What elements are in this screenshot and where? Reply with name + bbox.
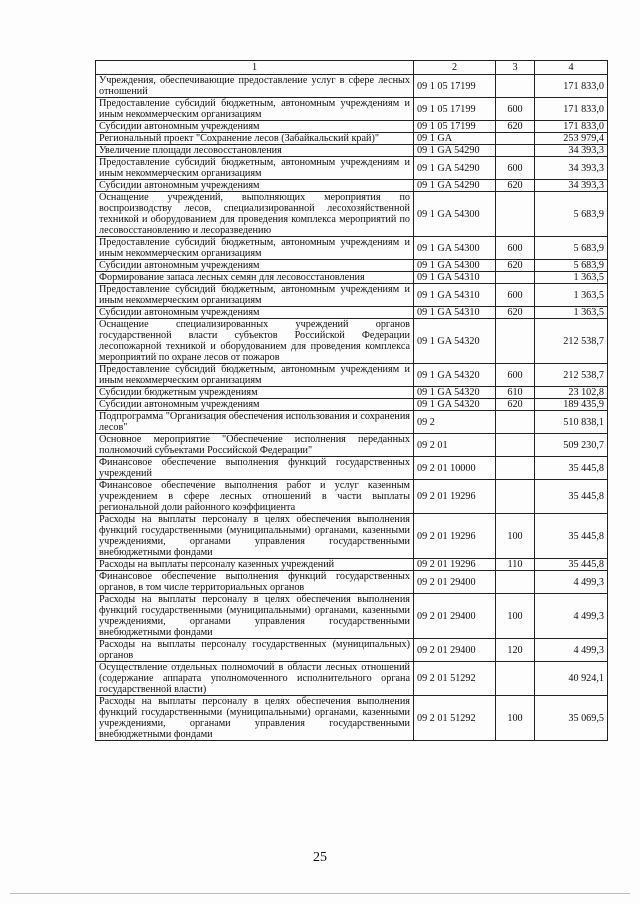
- row-expense-type-cell: [496, 480, 535, 514]
- row-name-cell: Расходы на выплаты персоналу в целях обеспечения выполнения функций государственными (муниципальными) органами, казенными учреждениями, органами управления государственными внебюджетными фондами: [96, 594, 414, 639]
- row-code-cell: 09 1 GA 54310: [414, 307, 496, 319]
- row-name-cell: Субсидии бюджетным учреждениям: [96, 387, 414, 399]
- table-row: [96, 639, 608, 662]
- table-row: [96, 594, 608, 639]
- row-expense-type-cell: [496, 571, 535, 594]
- row-name-cell: Предоставление субсидий бюджетным, автономным учреждениям и иным некоммерческим организациям: [96, 157, 414, 180]
- row-code-cell: 09 2 01 29400: [414, 594, 496, 639]
- row-expense-type-cell: 610: [496, 387, 535, 399]
- row-amount-cell: 23 102,8: [535, 387, 608, 399]
- column-header-2: 2: [414, 61, 496, 75]
- row-name-cell: Осуществление отдельных полномочий в области лесных отношений (содержание аппарата уполномоченного исполнительного органа государственной власти): [96, 662, 414, 696]
- row-amount-cell: 35 445,8: [535, 514, 608, 559]
- table-row: [96, 319, 608, 364]
- table-row: [96, 237, 608, 260]
- row-code-cell: 09 2 01 10000: [414, 457, 496, 480]
- table-row: [96, 399, 608, 411]
- row-amount-cell: 171 833,0: [535, 121, 608, 133]
- row-code-cell: 09 2 01 19296: [414, 559, 496, 571]
- row-amount-cell: 34 393,3: [535, 145, 608, 157]
- row-name-cell: Предоставление субсидий бюджетным, автономным учреждениям и иным некоммерческим организациям: [96, 364, 414, 387]
- row-amount-cell: 171 833,0: [535, 98, 608, 121]
- table-row: [96, 696, 608, 741]
- row-name-cell: Предоставление субсидий бюджетным, автономным учреждениям и иным некоммерческим организациям: [96, 237, 414, 260]
- row-expense-type-cell: 620: [496, 399, 535, 411]
- table-row: [96, 284, 608, 307]
- row-name-cell: Учреждения, обеспечивающие предоставление услуг в сфере лесных отношений: [96, 75, 414, 98]
- row-expense-type-cell: [496, 133, 535, 145]
- row-code-cell: 09 1 GA 54290: [414, 157, 496, 180]
- row-code-cell: 09 1 GA: [414, 133, 496, 145]
- row-code-cell: 09 1 05 17199: [414, 75, 496, 98]
- row-expense-type-cell: 120: [496, 639, 535, 662]
- row-expense-type-cell: 600: [496, 284, 535, 307]
- table-row: [96, 180, 608, 192]
- row-name-cell: Расходы на выплаты персоналу в целях обеспечения выполнения функций государственными (муниципальными) органами, казенными учреждениями, органами управления государственными внебюджетными фондами: [96, 514, 414, 559]
- row-name-cell: Расходы на выплаты персоналу в целях обеспечения выполнения функций государственными (муниципальными) органами, казенными учреждениями, органами управления государственными внебюджетными фондами: [96, 696, 414, 741]
- table-row: [96, 133, 608, 145]
- row-code-cell: 09 1 GA 54310: [414, 272, 496, 284]
- row-amount-cell: 5 683,9: [535, 192, 608, 237]
- table-row: [96, 272, 608, 284]
- row-name-cell: Основное мероприятие "Обеспечение исполнения переданных полномочий субъектами Российской Федерации": [96, 434, 414, 457]
- row-code-cell: 09 2 01 29400: [414, 571, 496, 594]
- row-amount-cell: 1 363,5: [535, 284, 608, 307]
- row-code-cell: 09 1 GA 54320: [414, 387, 496, 399]
- row-name-cell: Субсидии автономным учреждениям: [96, 121, 414, 133]
- row-expense-type-cell: 620: [496, 307, 535, 319]
- row-amount-cell: 34 393,3: [535, 157, 608, 180]
- page-number: 25: [313, 850, 327, 865]
- table-row: [96, 434, 608, 457]
- row-code-cell: 09 1 GA 54300: [414, 237, 496, 260]
- column-header-4: 4: [535, 61, 608, 75]
- table-body: [96, 75, 608, 741]
- table-row: [96, 571, 608, 594]
- row-code-cell: 09 1 GA 54320: [414, 364, 496, 387]
- table-row: [96, 662, 608, 696]
- table-row: [96, 480, 608, 514]
- row-expense-type-cell: 620: [496, 180, 535, 192]
- row-expense-type-cell: [496, 434, 535, 457]
- row-name-cell: Региональный проект "Сохранение лесов (Забайкальский край)": [96, 133, 414, 145]
- row-name-cell: Субсидии автономным учреждениям: [96, 180, 414, 192]
- table-row: [96, 98, 608, 121]
- row-expense-type-cell: 600: [496, 364, 535, 387]
- row-code-cell: 09 1 GA 54310: [414, 284, 496, 307]
- table-row: [96, 411, 608, 434]
- row-amount-cell: 4 499,3: [535, 639, 608, 662]
- row-code-cell: 09 2 01: [414, 434, 496, 457]
- table-row: [96, 121, 608, 133]
- row-expense-type-cell: 100: [496, 696, 535, 741]
- row-name-cell: Оснащение специализированных учреждений органов государственной власти субъектов Российской Федерации лесопожарной техникой и оборудованием для проведения комплекса мероприятий по охране лесов от пожаров: [96, 319, 414, 364]
- row-amount-cell: 35 445,8: [535, 480, 608, 514]
- row-expense-type-cell: 110: [496, 559, 535, 571]
- table-row: [96, 307, 608, 319]
- row-code-cell: 09 2 01 29400: [414, 639, 496, 662]
- row-expense-type-cell: [496, 411, 535, 434]
- row-amount-cell: 5 683,9: [535, 260, 608, 272]
- row-name-cell: Подпрограмма "Организация обеспечения использования и сохранения лесов": [96, 411, 414, 434]
- row-expense-type-cell: [496, 457, 535, 480]
- table-row: [96, 75, 608, 98]
- row-name-cell: Предоставление субсидий бюджетным, автономным учреждениям и иным некоммерческим организациям: [96, 284, 414, 307]
- row-name-cell: Увеличение площади лесовосстановления: [96, 145, 414, 157]
- row-code-cell: 09 2 01 19296: [414, 514, 496, 559]
- row-amount-cell: 5 683,9: [535, 237, 608, 260]
- row-name-cell: Расходы на выплаты персоналу государственных (муниципальных) органов: [96, 639, 414, 662]
- row-expense-type-cell: [496, 662, 535, 696]
- table-row: [96, 514, 608, 559]
- row-code-cell: 09 1 05 17199: [414, 121, 496, 133]
- table-row: [96, 260, 608, 272]
- row-name-cell: Финансовое обеспечение выполнения функций государственных учреждений: [96, 457, 414, 480]
- table-header-row: [96, 61, 608, 75]
- table-row: [96, 387, 608, 399]
- row-amount-cell: 171 833,0: [535, 75, 608, 98]
- row-amount-cell: 1 363,5: [535, 307, 608, 319]
- row-name-cell: Формирование запаса лесных семян для лесовосстановления: [96, 272, 414, 284]
- row-expense-type-cell: [496, 319, 535, 364]
- row-code-cell: 09 2 01 19296: [414, 480, 496, 514]
- row-expense-type-cell: [496, 75, 535, 98]
- row-name-cell: Оснащение учреждений, выполняющих мероприятия по воспроизводству лесов, специализированной лесохозяйственной техникой и оборудованием для проведения комплекса мероприятий по лесовосстановлению и лесоразведению: [96, 192, 414, 237]
- row-amount-cell: 212 538,7: [535, 364, 608, 387]
- row-code-cell: 09 1 05 17199: [414, 98, 496, 121]
- row-expense-type-cell: [496, 145, 535, 157]
- row-code-cell: 09 2: [414, 411, 496, 434]
- table-row: [96, 157, 608, 180]
- row-amount-cell: 212 538,7: [535, 319, 608, 364]
- row-code-cell: 09 1 GA 54300: [414, 192, 496, 237]
- row-name-cell: Финансовое обеспечение выполнения работ и услуг казенным учреждением в сфере лесных отношений в части выплаты региональной доли районного коэффициента: [96, 480, 414, 514]
- row-code-cell: 09 1 GA 54290: [414, 145, 496, 157]
- row-name-cell: Субсидии автономным учреждениям: [96, 260, 414, 272]
- table-row: [96, 559, 608, 571]
- budget-table: [95, 60, 608, 741]
- row-name-cell: Субсидии автономным учреждениям: [96, 307, 414, 319]
- row-amount-cell: 1 363,5: [535, 272, 608, 284]
- row-amount-cell: 253 979,4: [535, 133, 608, 145]
- row-code-cell: 09 2 01 51292: [414, 662, 496, 696]
- row-amount-cell: 189 435,9: [535, 399, 608, 411]
- table-row: [96, 145, 608, 157]
- page-bottom-divider: [10, 893, 630, 894]
- row-code-cell: 09 1 GA 54290: [414, 180, 496, 192]
- row-expense-type-cell: 600: [496, 157, 535, 180]
- row-amount-cell: 34 393,3: [535, 180, 608, 192]
- row-amount-cell: 35 445,8: [535, 559, 608, 571]
- column-header-3: 3: [496, 61, 535, 75]
- table-row: [96, 192, 608, 237]
- row-amount-cell: 509 230,7: [535, 434, 608, 457]
- row-expense-type-cell: 620: [496, 121, 535, 133]
- table-row: [96, 457, 608, 480]
- column-header-1: 1: [96, 61, 414, 75]
- row-amount-cell: 35 445,8: [535, 457, 608, 480]
- row-code-cell: 09 1 GA 54300: [414, 260, 496, 272]
- row-amount-cell: 4 499,3: [535, 571, 608, 594]
- row-amount-cell: 4 499,3: [535, 594, 608, 639]
- row-code-cell: 09 2 01 51292: [414, 696, 496, 741]
- row-expense-type-cell: 600: [496, 237, 535, 260]
- row-amount-cell: 40 924,1: [535, 662, 608, 696]
- row-expense-type-cell: 600: [496, 98, 535, 121]
- row-code-cell: 09 1 GA 54320: [414, 399, 496, 411]
- row-amount-cell: 510 838,1: [535, 411, 608, 434]
- row-name-cell: Финансовое обеспечение выполнения функций государственных органов, в том числе территориальных органов: [96, 571, 414, 594]
- row-name-cell: Предоставление субсидий бюджетным, автономным учреждениям и иным некоммерческим организациям: [96, 98, 414, 121]
- row-name-cell: Расходы на выплаты персоналу казенных учреждений: [96, 559, 414, 571]
- row-name-cell: Субсидии автономным учреждениям: [96, 399, 414, 411]
- table-row: [96, 364, 608, 387]
- row-code-cell: 09 1 GA 54320: [414, 319, 496, 364]
- row-expense-type-cell: 100: [496, 594, 535, 639]
- row-expense-type-cell: [496, 192, 535, 237]
- row-expense-type-cell: 100: [496, 514, 535, 559]
- row-amount-cell: 35 069,5: [535, 696, 608, 741]
- row-expense-type-cell: 620: [496, 260, 535, 272]
- row-expense-type-cell: [496, 272, 535, 284]
